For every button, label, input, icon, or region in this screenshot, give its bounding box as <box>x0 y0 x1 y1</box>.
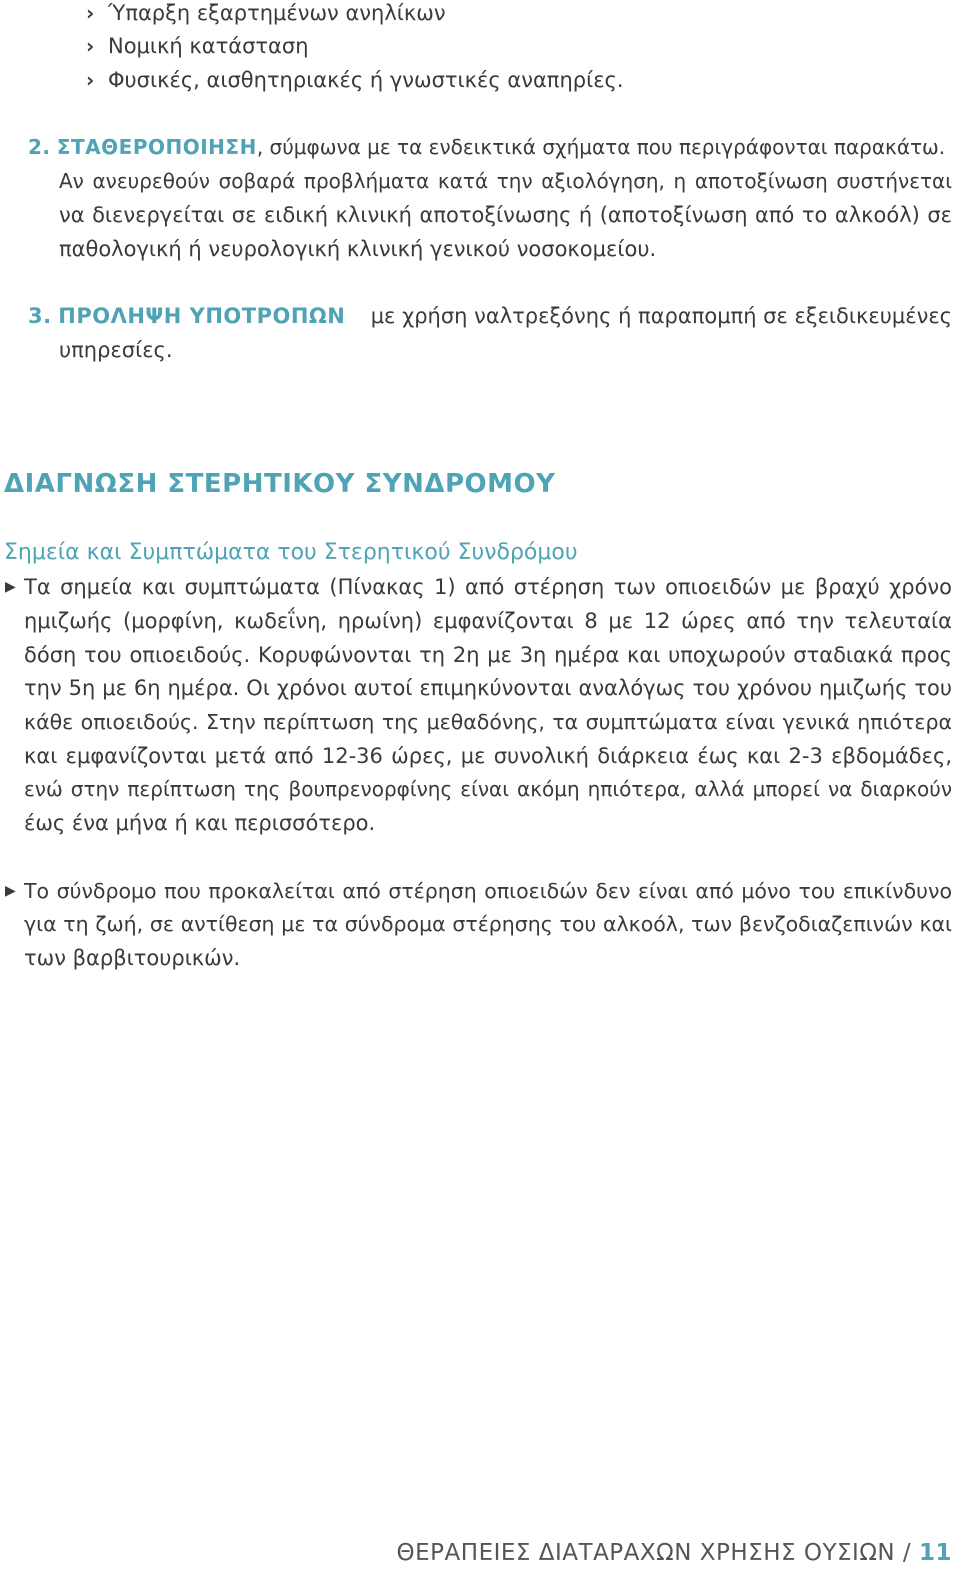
page-number: 11 <box>918 1540 952 1566</box>
item-3-line-1 <box>28 299 952 333</box>
chevron-right-icon: › <box>86 1 95 25</box>
item-2-number: 2. <box>28 135 51 159</box>
bullet-item: Φυσικές, αισθητηριακές ή γνωστικές αναπηρίες. <box>108 68 624 92</box>
para-1-line: έως ένα μήνα ή και περισσότερο. <box>24 811 376 835</box>
bullet-item: Νομική κατάσταση <box>108 34 309 58</box>
item-2-line-3: να διενεργείται σε ειδική κλινική αποτοξίνωσης ή (αποτοξίνωση από το αλκοόλ) σε <box>59 203 952 227</box>
para-2-line: για τη ζωή, σε αντίθεση με τα σύνδρομα στέρησης του αλκοόλ, των βενζοδιαζεπινών και <box>24 912 952 936</box>
item-3-title: ΠΡΟΛΗΨΗ ΥΠΟΤΡΟΠΩΝ <box>58 304 346 328</box>
chevron-right-icon: › <box>86 34 95 58</box>
section-heading: ΔΙΑΓΝΩΣΗ ΣΤΕΡΗΤΙΚΟΥ ΣΥΝΔΡΟΜΟΥ <box>4 469 556 499</box>
footer-title: ΘΕΡΑΠΕΙΕΣ ΔΙΑΤΑΡΑΧΩΝ ΧΡΗΣΗΣ ΟΥΣΙΩΝ <box>396 1540 896 1566</box>
footer-separator: / <box>895 1540 919 1566</box>
para-1-line: την 5η με 6η ημέρα. Οι χρόνοι αυτοί επιμηκύνονται αναλόγως του χρόνου ημιζωής του <box>24 676 952 700</box>
para-1-line: ημιζωής (μορφίνη, κωδεΐνη, ηρωίνη) εμφανίζονται 8 με 12 ώρες από την τελευταία <box>24 609 952 633</box>
para-1-line: κάθε οπιοειδούς. Στην περίπτωση της μεθαδόνης, τα συμπτώματα είναι γενικά ηπιότερα <box>24 710 952 734</box>
triangle-bullet-icon: ▶ <box>5 883 16 899</box>
item-3-number: 3. <box>28 304 52 328</box>
chevron-right-icon: › <box>86 68 95 92</box>
para-1-line: και εμφανίζονται μετά από 12-36 ώρες, με συνολική διάρκεια έως και 2-3 εβδομάδες, <box>24 744 952 768</box>
triangle-bullet-icon: ▶ <box>5 579 16 595</box>
para-1-line: ενώ στην περίπτωση της βουπρενορφίνης είναι ακόμη ηπιότερα, αλλά μπορεί να διαρκούν <box>24 777 952 801</box>
subheading: Σημεία και Συμπτώματα του Στερητικού Συνδρόμου <box>4 540 578 565</box>
para-1-line: δόση του οπιοειδούς. Κορυφώνονται τη 2η με 3η ημέρα και υποχωρούν σταδιακά προς <box>24 643 952 667</box>
item-2-text: , σύμφωνα με τα ενδεικτικά σχήματα που περιγράφονται παρακάτω. <box>256 135 946 159</box>
item-3-text: με χρήση ναλτρεξόνης ή παραπομπή σε εξειδικευμένες <box>370 304 952 328</box>
item-2-line-4: παθολογική ή νευρολογική κλινική γενικού νοσοκομείου. <box>59 237 657 261</box>
bullet-item: Ύπαρξη εξαρτημένων ανηλίκων <box>108 1 446 25</box>
item-2-title: ΣΤΑΘΕΡΟΠΟΙΗΣΗ <box>56 135 257 159</box>
page-footer <box>397 1536 952 1570</box>
para-2-line: των βαρβιτουρικών. <box>24 946 241 970</box>
para-2-line: Το σύνδρομο που προκαλείται από στέρηση οπιοειδών δεν είναι από μόνο του επικίνδυνο <box>24 879 952 903</box>
item-2-line-1 <box>28 130 945 164</box>
item-3-line-2: υπηρεσίες. <box>59 338 173 362</box>
item-2-line-2: Αν ανευρεθούν σοβαρά προβλήματα κατά την αξιολόγηση, η αποτοξίνωση συστήνεται <box>59 169 952 193</box>
para-1-line: Τα σημεία και συμπτώματα (Πίνακας 1) από στέρηση των οπιοειδών με βραχύ χρόνο <box>24 575 952 599</box>
